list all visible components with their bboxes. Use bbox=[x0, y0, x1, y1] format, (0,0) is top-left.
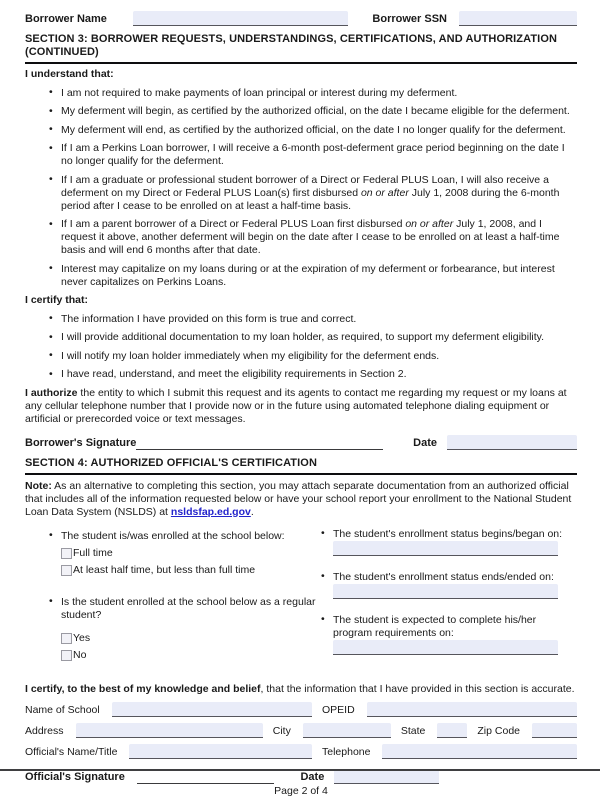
borrower-signature-label: Borrower's Signature bbox=[25, 436, 137, 449]
bullet-italic-text: on or after bbox=[405, 218, 454, 230]
understand-bullet: • My deferment will end, as certified by the authorized official, on the date I no longer qualify for the deferment. bbox=[48, 124, 577, 137]
note-text: As an alternative to completing this section, you may attach separate documentation from an authorized official that includes all of the information requested below or have your school report your enrollment to the National Student Loan Data System (NSLDS) at bbox=[25, 479, 572, 518]
page-bottom-rule bbox=[0, 769, 600, 771]
enrollment-right-column bbox=[320, 528, 577, 670]
official-signature-label: Official's Signature bbox=[25, 770, 125, 783]
authorize-text: the entity to which I submit this request and its agents to contact me regarding my request or my loans at any cellular telephone number that I provide now or in the future using automated telephone dialing equipment or artificial or prerecorded voice or text messages. bbox=[25, 386, 567, 425]
address-field[interactable] bbox=[76, 723, 263, 738]
bullet-italic-text: on or after bbox=[360, 186, 409, 199]
zip-field[interactable] bbox=[532, 723, 577, 738]
borrower-signature-line bbox=[136, 437, 383, 450]
authorize-paragraph bbox=[25, 387, 577, 426]
understand-bullet: • Interest may capitalize on my loans during or at the expiration of my deferment or forbearance, but interest never capitalizes on Perkins Loans. bbox=[48, 263, 577, 289]
borrower-ssn-field[interactable] bbox=[459, 11, 577, 26]
telephone-label: Telephone bbox=[322, 745, 371, 758]
section4-note bbox=[25, 480, 577, 519]
school-label: Name of School bbox=[25, 703, 100, 716]
status-begins-field[interactable] bbox=[333, 541, 558, 556]
official-telephone-row bbox=[25, 744, 577, 759]
option-full-time bbox=[61, 547, 320, 560]
official-certify-text: , that the information that I have provided in this section is accurate. bbox=[260, 682, 575, 695]
school-cell bbox=[25, 702, 312, 717]
understand-bullet bbox=[48, 174, 577, 213]
city-state-zip-cell bbox=[273, 723, 577, 738]
address-cell bbox=[25, 723, 263, 738]
official-certify-statement bbox=[25, 683, 577, 696]
borrower-date-field[interactable] bbox=[447, 435, 577, 450]
state-field[interactable] bbox=[437, 723, 467, 738]
official-name-cell bbox=[25, 744, 312, 759]
enrollment-left-column bbox=[25, 528, 320, 670]
section3-title: SECTION 3: BORROWER REQUESTS, UNDERSTANDINGS, CERTIFICATIONS, AND AUTHORIZATION (CONTINUED) bbox=[25, 30, 577, 64]
official-signature-line bbox=[137, 771, 275, 784]
city-field[interactable] bbox=[303, 723, 391, 738]
opeid-field[interactable] bbox=[367, 702, 577, 717]
full-time-label: Full time bbox=[73, 546, 113, 559]
state-label: State bbox=[400, 724, 426, 737]
understand-bullet: • If I am a Perkins Loan borrower, I will receive a 6-month post-deferment grace period beginning on the date I no longer qualify for the deferment. bbox=[48, 142, 577, 168]
status-begins-label: • The student's enrollment status begins/began on: bbox=[320, 528, 577, 541]
certify-bullet: • I have read, understand, and meet the eligibility requirements in Section 2. bbox=[48, 368, 577, 381]
official-name-field[interactable] bbox=[129, 744, 312, 759]
telephone-cell bbox=[322, 744, 577, 759]
opeid-cell bbox=[322, 702, 577, 717]
status-begins-group bbox=[320, 528, 577, 556]
understand-bullet: • My deferment will begin, as certified by the authorized official, on the date I became eligible for the deferment. bbox=[48, 105, 577, 118]
nslds-link[interactable]: nsldsfap.ed.gov bbox=[170, 505, 251, 518]
certify-bullet: • The information I have provided on this form is true and correct. bbox=[48, 313, 577, 326]
understand-heading: I understand that: bbox=[25, 68, 114, 80]
understand-list bbox=[48, 87, 577, 289]
option-half-time bbox=[61, 564, 320, 577]
option-no bbox=[61, 649, 320, 662]
address-city-row bbox=[25, 723, 577, 738]
status-ends-field[interactable] bbox=[333, 584, 558, 599]
program-complete-field[interactable] bbox=[333, 640, 558, 655]
borrower-date-label: Date bbox=[413, 436, 437, 449]
program-complete-group bbox=[320, 614, 577, 655]
official-name-label: Official's Name/Title bbox=[25, 745, 118, 758]
full-time-checkbox[interactable] bbox=[61, 548, 72, 559]
understand-bullet: • I am not required to make payments of loan principal or interest during my deferment. bbox=[48, 87, 577, 100]
certify-bullet: • I will notify my loan holder immediately when my eligibility for the deferment ends. bbox=[48, 350, 577, 363]
opeid-label: OPEID bbox=[322, 703, 355, 716]
enrolled-question: • The student is/was enrolled at the school below: bbox=[48, 530, 320, 543]
certify-bullet: • I will provide additional documentation to my loan holder, as required, to support my deferment eligibility. bbox=[48, 331, 577, 344]
note-bold: Note: bbox=[25, 479, 52, 492]
half-time-label: At least half time, but less than full time bbox=[73, 563, 256, 576]
bullet-text: July 1, 2008 during the 6-month period after I cease to be enrolled on at least a half-time basis. bbox=[61, 186, 560, 212]
understand-bullet bbox=[48, 218, 577, 257]
certify-heading: I certify that: bbox=[25, 294, 89, 306]
official-certify-bold: I certify, to the best of my knowledge and belief bbox=[25, 682, 261, 695]
telephone-field[interactable] bbox=[382, 744, 577, 759]
page-number: Page 2 of 4 bbox=[274, 784, 328, 797]
address-label: Address bbox=[25, 724, 64, 737]
note-text-end: . bbox=[250, 505, 254, 518]
borrower-ssn-label: Borrower SSN bbox=[372, 13, 447, 25]
half-time-checkbox[interactable] bbox=[61, 565, 72, 576]
school-field[interactable] bbox=[112, 702, 312, 717]
section4-title: SECTION 4: AUTHORIZED OFFICIAL'S CERTIFICATION bbox=[25, 454, 577, 475]
regular-student-question: • Is the student enrolled at the school below as a regular student? bbox=[48, 596, 320, 622]
enrollment-columns bbox=[25, 528, 577, 670]
school-opeid-row bbox=[25, 702, 577, 717]
program-complete-label: • The student is expected to complete his/her program requirements on: bbox=[320, 614, 577, 640]
borrower-signature-row bbox=[25, 435, 577, 450]
no-label: No bbox=[73, 648, 87, 661]
official-date-label: Date bbox=[300, 770, 325, 783]
bullet-text: If I am a parent borrower of a Direct or Federal PLUS Loan first disbursed bbox=[61, 218, 406, 230]
yes-checkbox[interactable] bbox=[61, 633, 72, 644]
bullet-text: July 1, 2008, and I request it above, another deferment will begin on the date after I cease to be enrolled on at least a half-time basis and will end 6 months after that date. bbox=[61, 218, 560, 256]
yes-label: Yes bbox=[73, 631, 91, 644]
city-label: City bbox=[272, 724, 291, 737]
bullet-text: If I am a graduate or professional student borrower of a Direct or Federal PLUS Loan, I will also receive a deferment on my Direct or Federal PLUS Loan(s) first disbursed bbox=[61, 173, 549, 199]
status-ends-label: • The student's enrollment status ends/ended on: bbox=[320, 571, 577, 584]
no-checkbox[interactable] bbox=[61, 650, 72, 661]
certify-list bbox=[48, 313, 577, 382]
status-ends-group bbox=[320, 571, 577, 599]
zip-label: Zip Code bbox=[477, 724, 520, 737]
authorize-bold: I authorize bbox=[25, 386, 78, 399]
borrower-name-label: Borrower Name bbox=[25, 13, 107, 25]
option-yes bbox=[61, 632, 320, 645]
borrower-header-row bbox=[25, 11, 577, 26]
borrower-name-field[interactable] bbox=[133, 11, 348, 26]
